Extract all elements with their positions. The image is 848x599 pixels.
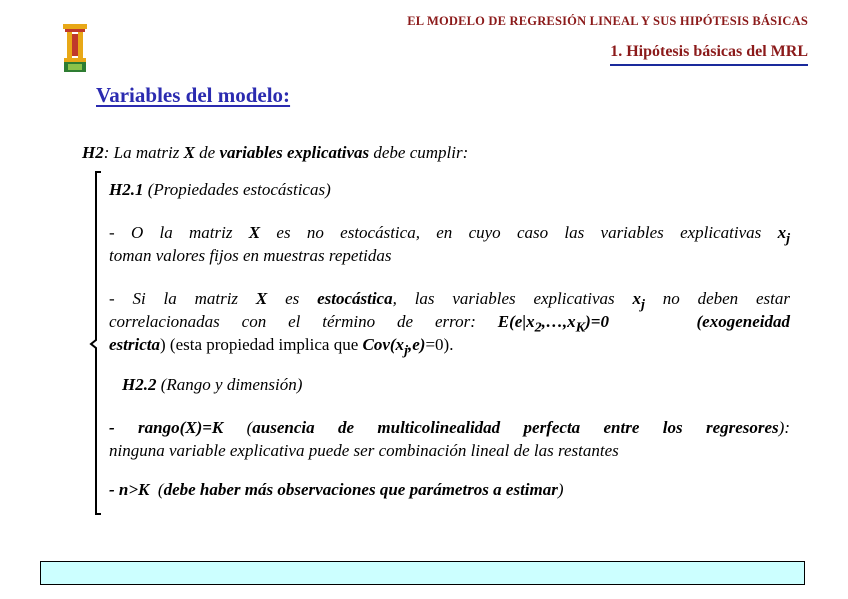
h21-p1-var: x [777,223,787,242]
h2-text-b: de [194,143,220,162]
h2-statement [82,143,468,163]
h21-p2-var: x [632,289,641,308]
h22-p1-b: ): [778,418,790,437]
h21-p1-x: X [248,223,261,242]
h22-title: (Rango y dimensión) [156,375,303,394]
h21-p2-exog: (exogeneidad [608,312,790,331]
h21-p2-cov: Cov(x [362,335,405,354]
h21-p2-b: es [267,289,318,308]
h21-p2-estricta: estricta [109,335,160,354]
curly-brace-icon [88,170,102,516]
h22-heading [122,374,803,395]
h21-heading [109,179,790,200]
h21-p2-a: - Si la matriz [109,289,256,308]
footer-bar [40,561,805,585]
h21-title: (Propiedades estocásticas) [143,180,331,199]
h22-p2-bold: - n>K [109,480,150,499]
h2-matrix: X [183,143,195,162]
h21-p1-line2: toman valores fijos en muestras repetidas [109,246,392,265]
university-logo-icon [62,22,88,74]
h21-p1-b: es no estocástica, en cuyo caso las variables explicativas [260,223,778,242]
h22-p2-bold2: debe haber más observaciones que parámetros a estimar [163,480,558,499]
h21-p2-dots: ,…,x [541,312,576,331]
h2-text-c: debe cumplir: [369,143,469,162]
h21-p2-d: no deben estar [644,289,791,308]
section-title: Variables del modelo: [96,83,291,107]
h21-p2-line3 [109,334,790,361]
h21-p2-eq: )=0 [585,312,609,331]
h22-p1-a: ( [223,418,253,437]
h21-p2-sub: j [640,296,645,313]
h21-p2-cov-b: ,e) [408,335,426,354]
h21-p2-line2-a: correlacionadas con el término de error: [109,312,498,331]
h22-p1-bold2: ausencia de multicolinealidad perfecta entre los regresores [252,418,779,437]
h2-text-a: : La matriz [103,143,184,162]
h22-p2 [109,479,790,500]
h21-p2-expect: E(e|x [497,312,535,331]
h22-label: H2.2 [122,375,157,394]
h22-p1-line2: ninguna variable explicativa puede ser combinación lineal de las restantes [109,441,619,460]
h21-p2-c: , las variables explicativas [392,289,633,308]
h21-p2-x: X [255,289,268,308]
h21-p1-a: - O la matriz [109,223,249,242]
h2-label: H2 [82,143,104,162]
h21-p1-sub: j [786,230,790,247]
h21-p2-rest-a: ) (esta propiedad implica que [160,335,363,354]
h21-p2-s2: 2 [534,319,542,336]
h21-label: H2.1 [109,180,144,199]
h21-p2-rest-b: =0). [425,335,454,354]
h22-p1-bold: - rango(X)=K [109,418,224,437]
header-title: EL MODELO DE REGRESIÓN LINEAL Y SUS HIPÓTESIS BÁSICAS [407,14,808,28]
h22-p2-b: ) [557,480,564,499]
h21-p2-bold: estocástica [317,289,393,308]
header-subtitle: 1. Hipótesis básicas del MRL [610,43,808,66]
h21-p2-sk: K [575,319,586,336]
h2-bold: variables explicativas [219,143,370,162]
h21-p2-covsub: j [404,342,408,359]
h22-p1-line1 [109,417,790,438]
h22-p2-a: ( [149,480,164,499]
